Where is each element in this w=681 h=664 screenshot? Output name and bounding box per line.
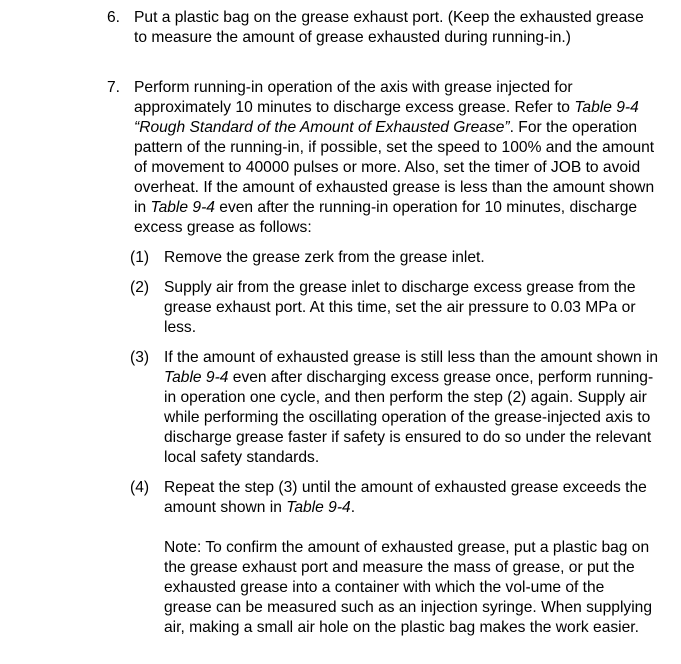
step-text: Put a plastic bag on the grease exhaust port. (Keep the exhausted grease to measure the amount of grease exhausted during running-in.) [134,9,644,46]
step-text [134,78,655,238]
text-run: . [350,499,356,516]
substep-number: (1) [130,249,150,266]
substep-number: (2) [130,279,150,296]
substep-text: Remove the grease zerk from the grease inlet. [164,249,485,266]
substep-4 [130,478,660,518]
substep-text [164,348,660,468]
substep-text: Supply air from the grease inlet to discharge excess grease from the grease exhaust port. At this time, set the air pressure to 0.03 MPa or less. [164,279,636,336]
table-reference: Table 9-4 [286,499,351,516]
substep-number: (3) [130,349,150,366]
text-run: If the amount of exhausted grease is still less than the amount shown in [164,349,659,366]
substep-text [164,478,660,518]
step-number: 7. [107,79,121,96]
text-run: . For the operation pattern of the running-in, if possible, set the speed to 100% and the amount of movement to 40000 pulses or more. Also, set the timer of JOB to avoid overheat. If the amount of exhausted grease is less than the amount shown in [134,119,655,216]
substep-2 [130,278,660,338]
text-run: Repeat the step (3) until the amount of exhausted grease exceeds the amount shown in [164,479,647,516]
step-7 [107,78,655,238]
substep-1 [130,248,660,268]
note-text: Note: To confirm the amount of exhausted grease, put a plastic bag on the grease exhaust port and measure the mass of grease, or put the exhausted grease into a container with which the vol-ume of the grease can be measured such as an injection syringe. When supplying air, making a small air hole on the plastic bag makes the work easier. [164,539,653,636]
table-reference: Table 9-4 [164,369,229,386]
step-6 [107,8,655,48]
text-run: even after the running-in operation for 10 minutes, discharge excess grease as follows: [134,199,638,236]
substep-number: (4) [130,479,150,496]
note [164,538,656,638]
table-reference: Table 9-4 “Rough Standard of the Amount of Exhausted Grease” [134,99,639,136]
substep-3 [130,348,660,468]
text-run: even after discharging excess grease once, perform running-in operation one cycle, and then perform the step (2) again. Supply air while performing the oscillating operation of the grease-injected axis to discharge grease faster if safety is ensured to do so under the relevant local safety standards. [164,369,654,466]
text-run: Perform running-in operation of the axis with grease injected for approximately 10 minutes to discharge excess grease. Refer to [134,79,575,116]
step-number: 6. [107,9,121,26]
table-reference: Table 9-4 [150,199,215,216]
